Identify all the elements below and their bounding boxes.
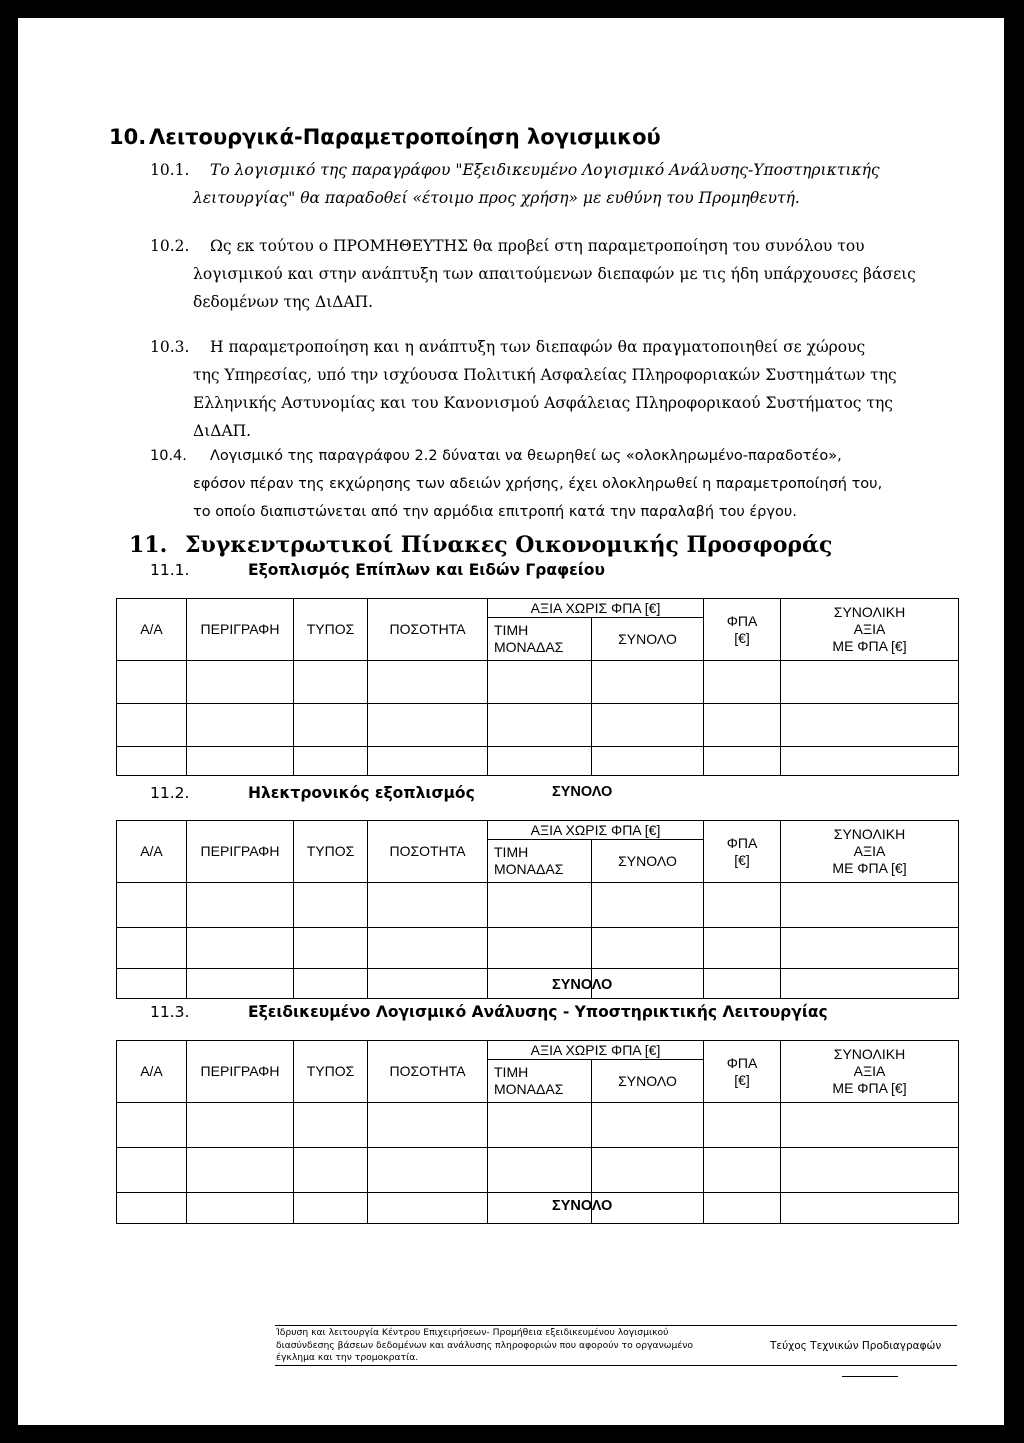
cell[interactable] [704,883,781,928]
cell[interactable] [781,704,959,747]
cell[interactable] [368,928,488,969]
header-vat-line: ΦΠΑ [726,834,758,851]
header-unit-price [488,618,592,661]
decorative-line [842,1376,898,1377]
paragraph-line: ΔιΔΑΠ. [193,422,252,440]
header-aa: Α/Α [117,1041,187,1103]
table-number: 11.1. [150,561,190,579]
header-total-line: ΣΥΝΟΛΙΚΗ [833,604,906,620]
header-unit-price-line: ΜΟΝΑΔΑΣ [494,1081,564,1097]
paragraph-line: Η παραμετροποίηση και η ανάπτυξη των διεπαφών θα πραγματοποιηθεί σε χώρους [210,338,866,356]
header-total-line: ΑΞΙΑ [853,621,886,637]
header-total-line: ΣΥΝΟΛΙΚΗ [833,1046,906,1062]
footer-line: Ίδρυση και λειτουργία Κέντρου Επιχειρήσεων- Προμήθεια εξειδικευμένου λογισμικού [276,1327,669,1338]
header-vat [704,821,781,883]
header-description: ΠΕΡΙΓΡΑΦΗ [187,1041,294,1103]
offer-table-11-2 [116,820,959,999]
header-vat-line: ΦΠΑ [726,1054,758,1071]
table-row [117,1193,959,1224]
table-title: Ηλεκτρονικός εξοπλισμός [248,784,475,802]
paragraph-line: της Υπηρεσίας, υπό την ισχύουσα Πολιτική Ασφαλείας Πληροφοριακών Συστημάτων της [193,366,897,384]
cell[interactable] [488,1103,592,1148]
table-number: 11.3. [150,1003,190,1021]
table-row [117,1103,959,1148]
cell[interactable] [704,1148,781,1193]
header-type: ΤΥΠΟΣ [294,599,368,661]
header-unit-price [488,840,592,883]
cell[interactable] [781,969,959,999]
header-total-line: ΜΕ ΦΠΑ [€] [832,1080,907,1096]
cell[interactable] [117,704,187,747]
paragraph-line: Ελληνικής Αστυνομίας και του Κανονισμού Ασφάλειας Πληροφορικαού Συστήματος της [193,394,893,412]
header-unit-price-line: ΤΙΜΗ [494,844,529,860]
header-unit-price [488,1060,592,1103]
cell[interactable] [488,747,592,776]
cell[interactable] [704,747,781,776]
cell[interactable] [187,1148,294,1193]
section-10-heading [109,125,661,149]
cell[interactable] [117,1148,187,1193]
table-row [117,747,959,776]
header-type: ΤΥΠΟΣ [294,821,368,883]
header-sum: ΣΥΝΟΛΟ [592,840,704,883]
header-unit-price-line: ΜΟΝΑΔΑΣ [494,639,564,655]
cell[interactable] [117,928,187,969]
cell[interactable] [294,1148,368,1193]
cell[interactable] [117,1193,187,1224]
header-aa: Α/Α [117,821,187,883]
cell[interactable] [117,883,187,928]
paragraph-number: 10.2. [150,237,190,255]
cell[interactable] [488,1148,592,1193]
cell[interactable] [294,1193,368,1224]
paragraph-line: Ως εκ τούτου ο ΠΡΟΜΗΘΕΥΤΗΣ θα προβεί στη παραμετροποίηση του συνόλου του [210,237,865,255]
offer-table-11-1 [116,598,959,776]
header-total-with-vat [781,599,959,661]
cell[interactable] [294,661,368,704]
table-heading-11-3 [150,1003,828,1021]
table-row [117,661,959,704]
cell[interactable] [488,928,592,969]
cell[interactable] [488,661,592,704]
cell[interactable] [187,969,294,999]
cell[interactable] [592,928,704,969]
cell[interactable] [592,661,704,704]
header-vat-line: ΦΠΑ [726,612,758,629]
header-vat-line: [€] [734,629,750,646]
paragraph-10-1 [150,156,880,185]
header-vat [704,599,781,661]
header-unit-price-line: ΜΟΝΑΔΑΣ [494,861,564,877]
cell[interactable] [488,704,592,747]
cell[interactable] [187,747,294,776]
header-total-line: ΜΕ ΦΠΑ [€] [832,638,907,654]
cell[interactable] [187,1193,294,1224]
cell[interactable] [704,661,781,704]
paragraph-line: Το λογισμικό της παραγράφου "Εξειδικευμένο Λογισμικό Ανάλυσης-Υποστηρικτικής [210,161,880,179]
header-type: ΤΥΠΟΣ [294,1041,368,1103]
cell[interactable] [488,883,592,928]
cell[interactable] [187,704,294,747]
offer-table-11-3 [116,1040,959,1224]
cell[interactable] [704,969,781,999]
paragraph-number: 10.4. [150,448,187,464]
table-title: Εξειδικευμένο Λογισμικό Ανάλυσης - Υποστηρικτικής Λειτουργίας [248,1003,828,1021]
header-value-no-vat: ΑΞΙΑ ΧΩΡΙΣ ΦΠΑ [€] [488,1041,704,1060]
cell[interactable] [294,1103,368,1148]
header-quantity: ΠΟΣΟΤΗΤΑ [368,599,488,661]
table-heading-11-2 [150,784,475,802]
cell[interactable] [117,747,187,776]
header-total-line: ΑΞΙΑ [853,1063,886,1079]
header-vat [704,1041,781,1103]
cell[interactable] [368,661,488,704]
cell[interactable] [294,747,368,776]
table-row [117,883,959,928]
header-total-line: ΜΕ ΦΠΑ [€] [832,860,907,876]
header-value-no-vat: ΑΞΙΑ ΧΩΡΙΣ ΦΠΑ [€] [488,599,704,618]
cell[interactable] [781,1103,959,1148]
header-description: ΠΕΡΙΓΡΑΦΗ [187,821,294,883]
section-10-title: Λειτουργικά-Παραμετροποίηση λογισμικού [149,125,661,149]
cell[interactable] [187,661,294,704]
table-row [117,704,959,747]
paragraph-line: λογισμικού και στην ανάπτυξη των απαιτούμενων διεπαφών με τις ήδη υπάρχουσες βάσεις [193,265,916,283]
section-10-number: 10. [109,125,147,149]
cell[interactable] [368,1193,488,1224]
header-total-with-vat [781,821,959,883]
total-label: ΣΥΝΟΛΟ [552,784,613,800]
header-description: ΠΕΡΙΓΡΑΦΗ [187,599,294,661]
header-aa: Α/Α [117,599,187,661]
cell[interactable] [294,704,368,747]
header-sum: ΣΥΝΟΛΟ [592,618,704,661]
cell[interactable] [781,1148,959,1193]
cell[interactable] [187,928,294,969]
header-vat-line: [€] [734,1071,750,1088]
paragraph-line: το οποίο διαπιστώνεται από την αρμόδια επιτροπή κατά την παραλαβή του έργου. [193,504,797,520]
cell[interactable] [781,883,959,928]
cell[interactable] [368,883,488,928]
cell[interactable] [117,969,187,999]
header-unit-price-line: ΤΙΜΗ [494,1064,529,1080]
cell[interactable] [368,747,488,776]
cell[interactable] [781,1193,959,1224]
header-total-line: ΑΞΙΑ [853,843,886,859]
header-vat-line: [€] [734,851,750,868]
cell[interactable] [187,883,294,928]
table-row [117,1148,959,1193]
footer-top-rule [275,1325,957,1326]
cell[interactable] [704,1193,781,1224]
cell[interactable] [368,969,488,999]
cell[interactable] [781,661,959,704]
header-unit-price-line: ΤΙΜΗ [494,622,529,638]
table-heading-11-1 [150,561,605,579]
section-11-heading [129,532,832,558]
section-11-number: 11. [129,532,168,558]
cell[interactable] [294,928,368,969]
footer-bottom-rule [275,1365,957,1366]
cell[interactable] [117,1103,187,1148]
cell[interactable] [117,661,187,704]
cell[interactable] [294,883,368,928]
header-total-line: ΣΥΝΟΛΙΚΗ [833,826,906,842]
cell[interactable] [368,1148,488,1193]
cell[interactable] [592,747,704,776]
paragraph-number: 10.1. [150,161,190,179]
paragraph-line: δεδομένων της ΔιΔΑΠ. [193,293,374,311]
cell[interactable] [592,1103,704,1148]
table-title: Εξοπλισμός Επίπλων και Ειδών Γραφείου [248,561,605,579]
cell[interactable] [592,704,704,747]
cell[interactable] [781,747,959,776]
total-label: ΣΥΝΟΛΟ [552,977,613,993]
section-11-title: Συγκεντρωτικοί Πίνακες Οικονομικής Προσφοράς [185,532,833,558]
header-total-with-vat [781,1041,959,1103]
header-value-no-vat: ΑΞΙΑ ΧΩΡΙΣ ΦΠΑ [€] [488,821,704,840]
header-quantity: ΠΟΣΟΤΗΤΑ [368,1041,488,1103]
paragraph-line: εφόσον πέραν της εκχώρησης των αδειών χρήσης, έχει ολοκληρωθεί η παραμετροποίησή του, [193,476,883,492]
paragraph-10-2 [150,232,865,261]
paragraph-line: Λογισμικό της παραγράφου 2.2 δύναται να θεωρηθεί ως «ολοκληρωμένο-παραδοτέο», [210,448,842,464]
paragraph-10-3 [150,333,865,362]
cell[interactable] [294,969,368,999]
header-sum: ΣΥΝΟΛΟ [592,1060,704,1103]
footer-line: έγκλημα και την τρομοκρατία. [276,1352,419,1363]
cell[interactable] [187,1103,294,1148]
cell[interactable] [781,928,959,969]
footer-left [276,1327,796,1365]
document-page [18,18,1004,1425]
table-number: 11.2. [150,784,190,802]
footer-right: Τεύχος Τεχνικών Προδιαγραφών [770,1340,942,1352]
cell[interactable] [368,1103,488,1148]
cell[interactable] [592,1148,704,1193]
header-quantity: ΠΟΣΟΤΗΤΑ [368,821,488,883]
cell[interactable] [704,704,781,747]
cell[interactable] [704,1103,781,1148]
table-row [117,969,959,999]
table-row [117,928,959,969]
paragraph-line: λειτουργίας" θα παραδοθεί «έτοιμο προς χρήση» με ευθύνη του Προμηθευτή. [193,189,800,207]
paragraph-number: 10.3. [150,338,190,356]
cell[interactable] [592,883,704,928]
total-label: ΣΥΝΟΛΟ [552,1198,613,1214]
cell[interactable] [368,704,488,747]
footer-line: διασύνδεσης βάσεων δεδομένων και ανάλυσης πληροφοριών που αφορούν το οργανωμένο [276,1339,694,1351]
paragraph-10-4 [150,442,842,471]
cell[interactable] [704,928,781,969]
